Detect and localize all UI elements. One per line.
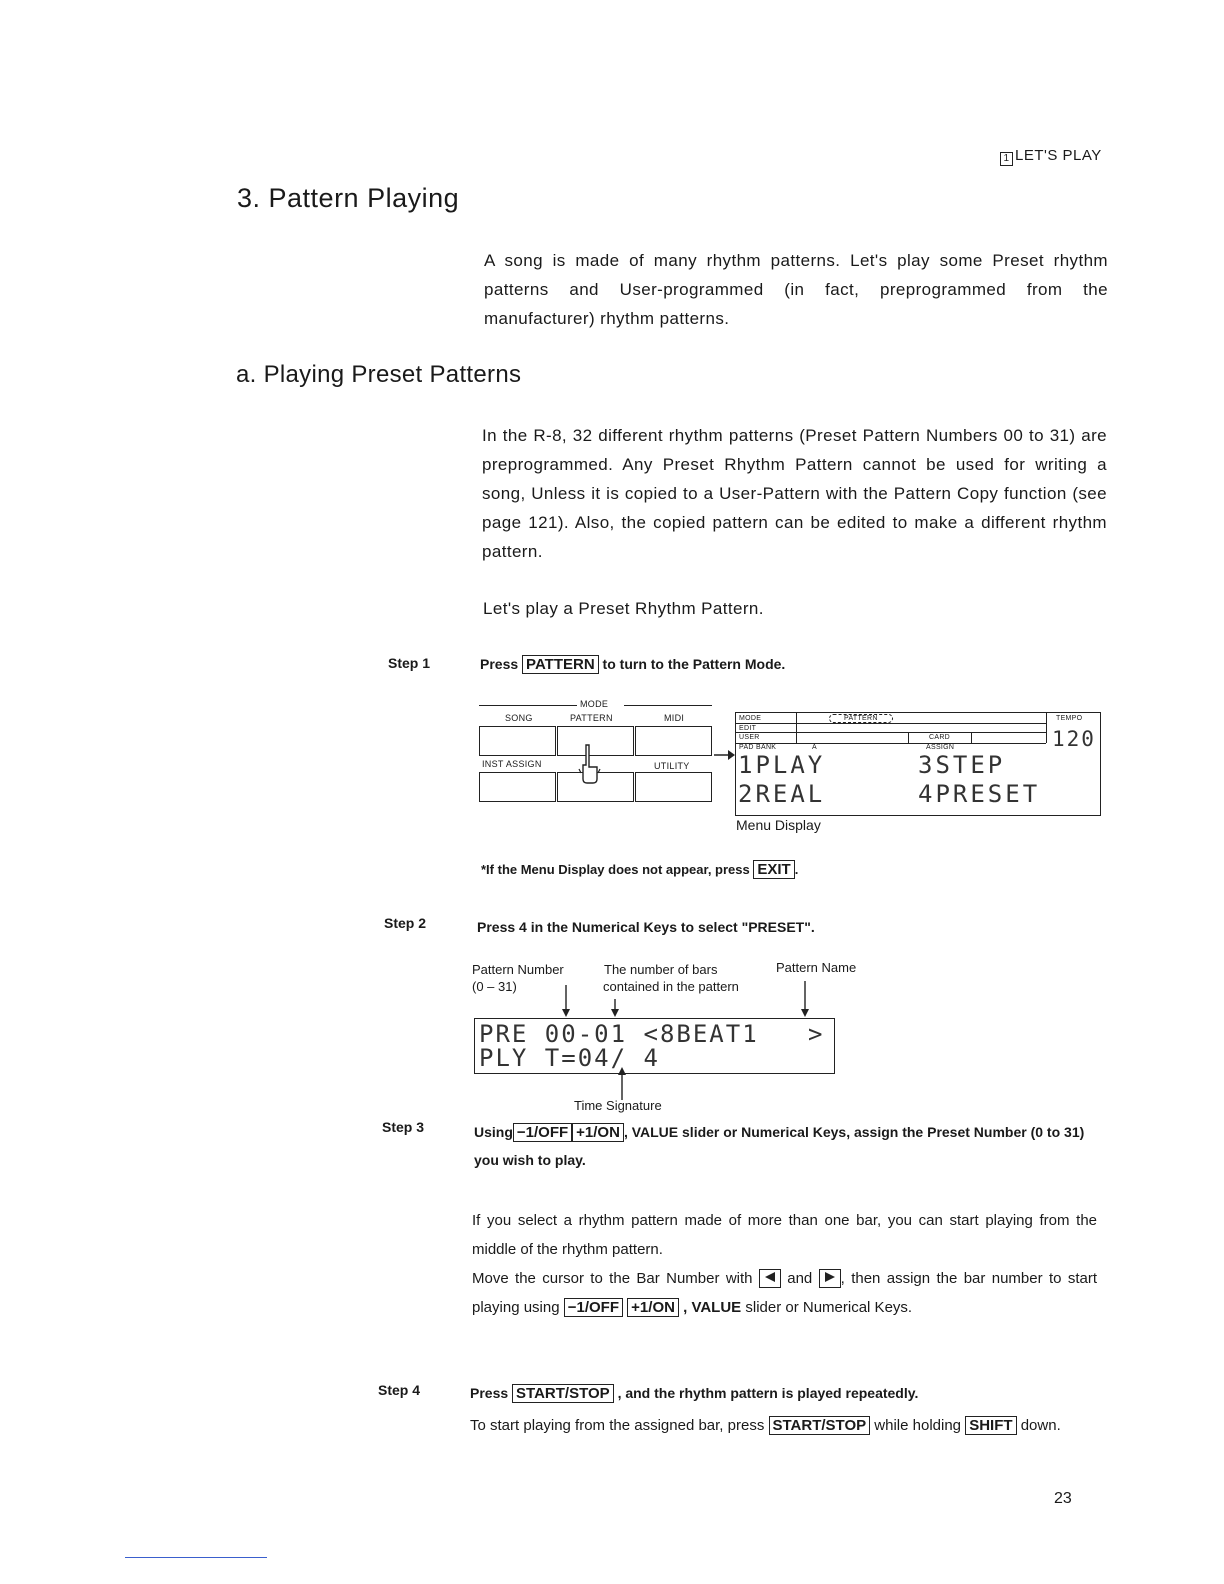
- lcd-display: [474, 1018, 835, 1074]
- step3-para2-value: , VALUE: [683, 1299, 742, 1316]
- step2-text: Press 4 in the Numerical Keys to select "PRESET".: [477, 919, 815, 935]
- step4-line2-mid: while holding: [874, 1417, 962, 1434]
- step4-pre: Press: [470, 1385, 509, 1401]
- step3-pre: Using: [474, 1124, 513, 1140]
- plus-one-on-key: +1/ON: [572, 1123, 624, 1142]
- step1-note: [481, 858, 798, 882]
- menu-display: [735, 712, 1101, 816]
- menu-assign-label: ASSIGN: [926, 744, 955, 751]
- pattern-label: PATTERN: [570, 713, 613, 723]
- step1-post: to turn to the Pattern Mode.: [602, 656, 786, 672]
- step3-para2-post: slider or Numerical Keys.: [745, 1299, 913, 1316]
- step4-text: [470, 1381, 918, 1405]
- step3-para2-pre: Move the cursor to the Bar Number with: [472, 1270, 753, 1287]
- annotation-bars-2: contained in the pattern: [603, 979, 739, 994]
- mode-label: MODE: [580, 699, 609, 709]
- lcd-line-1: PRE 00-01 <8BEAT1 >: [479, 1020, 825, 1048]
- inst-assign-label: INST ASSIGN: [482, 759, 542, 769]
- arrow-right-icon: [713, 748, 737, 762]
- page-title: 3. Pattern Playing: [237, 183, 460, 213]
- inst-assign-button: [479, 772, 556, 802]
- annotation-time-signature: Time Signature: [574, 1098, 662, 1113]
- utility-label: UTILITY: [654, 761, 690, 771]
- step1-note-text: *If the Menu Display does not appear, press: [481, 862, 750, 877]
- song-button: [479, 726, 556, 756]
- menu-display-caption: Menu Display: [736, 817, 821, 833]
- lets-play-paragraph: Let's play a Preset Rhythm Pattern.: [483, 599, 764, 618]
- r8-paragraph: In the R-8, 32 different rhythm patterns (Preset Pattern Numbers 00 to 31) are preprogrammed. Any Preset Rhythm Pattern cannot be used for writing a song, Unless it is copied to a User-Pattern with the Pattern Copy function (see page 121). Also, the copied pattern can be edited to make a different rhythm pattern.: [482, 426, 1107, 561]
- menu-option-real: 2REAL: [738, 780, 826, 808]
- section-title: a. Playing Preset Patterns: [236, 361, 522, 388]
- step4-post: , and the rhythm pattern is played repeatedly.: [617, 1385, 919, 1401]
- step1-label: Step 1: [388, 655, 431, 671]
- chapter-number-box: 1: [1000, 152, 1013, 166]
- step3-para2-and: and: [787, 1270, 813, 1287]
- step4-label: Step 4: [378, 1382, 421, 1398]
- menu-card-label: CARD: [929, 734, 951, 741]
- plus-one-on-key-2: +1/ON: [627, 1298, 679, 1317]
- cursor-left-key: [759, 1269, 781, 1288]
- shift-key: SHIFT: [965, 1416, 1016, 1435]
- step3-para2: [472, 1264, 1097, 1322]
- annotation-range: (0 – 31): [472, 979, 517, 994]
- cursor-right-icon: [823, 1271, 837, 1283]
- cursor-right-key: [819, 1269, 841, 1288]
- song-label: SONG: [505, 713, 533, 723]
- menu-option-step: 3STEP: [918, 751, 1006, 779]
- step3-para1: If you select a rhythm pattern made of more than one bar, you can start playing from the middle of the rhythm pattern.: [472, 1212, 1097, 1258]
- step1-text: [480, 652, 785, 676]
- mode-panel-diagram: [479, 695, 713, 840]
- menu-tempo-label: TEMPO: [1056, 715, 1083, 722]
- menu-edit-label: EDIT: [739, 725, 757, 732]
- page-number: 23: [1054, 1490, 1072, 1507]
- bottom-divider: [125, 1557, 267, 1558]
- intro-paragraph: A song is made of many rhythm patterns. Let's play some Preset rhythm patterns and User-programmed (in fact, preprogrammed from the manufacturer) rhythm patterns.: [484, 251, 1108, 328]
- step1-pre: Press: [480, 656, 519, 672]
- chapter-tag-text: LET'S PLAY: [1015, 147, 1102, 164]
- step3-paragraph: [472, 1206, 1097, 1322]
- step3-label: Step 3: [382, 1119, 425, 1135]
- pattern-key: PATTERN: [522, 655, 599, 674]
- menu-tempo-value: 120: [1052, 727, 1096, 751]
- annotation-pattern-number: Pattern Number: [472, 962, 564, 977]
- menu-mode-label: MODE: [739, 715, 762, 722]
- step3-para2-mid: , then assign the bar number to start playing using: [472, 1270, 1098, 1316]
- annotation-pattern-name: Pattern Name: [776, 960, 857, 975]
- cursor-left-icon: [763, 1271, 777, 1283]
- pointing-hand-icon: [575, 743, 605, 785]
- minus-one-off-key-2: −1/OFF: [564, 1298, 623, 1317]
- step4-line2-post: down.: [1020, 1417, 1061, 1434]
- step1-note-end: .: [794, 862, 799, 877]
- minus-one-off-key: −1/OFF: [513, 1123, 572, 1142]
- midi-button: [635, 726, 712, 756]
- menu-option-preset: 4PRESET: [918, 780, 1041, 808]
- step3-text: [474, 1118, 1104, 1174]
- midi-label: MIDI: [664, 713, 685, 723]
- step3-post: , VALUE slider or Numerical Keys, assign the Preset Number (0 to 31) you wish to play.: [474, 1124, 1085, 1168]
- start-stop-key-2: START/STOP: [769, 1416, 871, 1435]
- annotation-bars-1: The number of bars: [604, 962, 718, 977]
- exit-key: EXIT: [753, 860, 794, 879]
- lcd-line-2: PLY T=04/ 4: [479, 1044, 660, 1072]
- step2-label: Step 2: [384, 915, 427, 931]
- menu-pattern-tag: PATTERN: [829, 714, 893, 723]
- menu-padbank-label: PAD BANK: [739, 744, 777, 751]
- step4-line2-pre: To start playing from the assigned bar, press: [470, 1417, 765, 1434]
- utility-button: [635, 772, 712, 802]
- menu-option-play: 1PLAY: [738, 751, 826, 779]
- menu-user-label: USER: [739, 734, 760, 741]
- step4-paragraph: [470, 1411, 1096, 1440]
- chapter-tag: [1000, 147, 1102, 166]
- menu-padbank-value: A: [812, 744, 817, 751]
- start-stop-key: START/STOP: [512, 1384, 614, 1403]
